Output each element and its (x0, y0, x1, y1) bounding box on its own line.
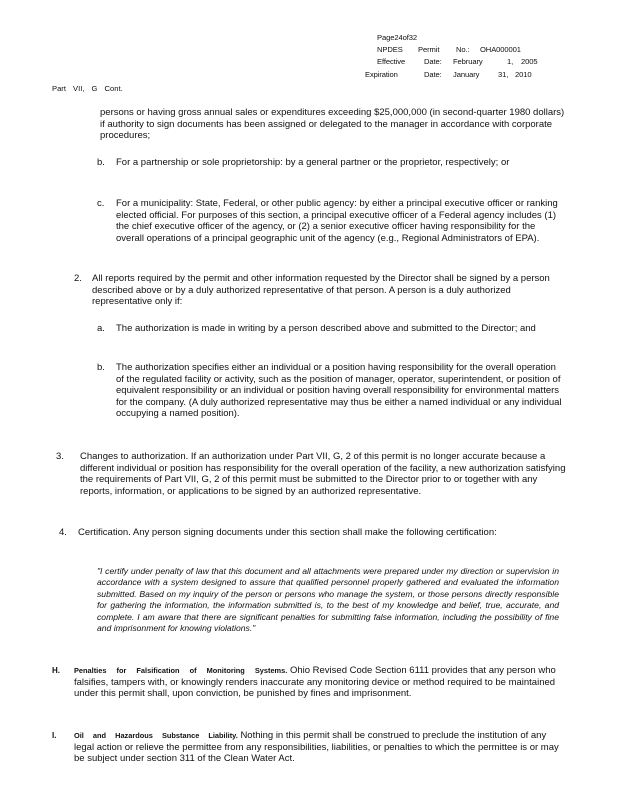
page-number: Page24of32 (377, 33, 417, 42)
item-c-text: For a municipality: State, Federal, or other public agency: by either a principal executive officer or ranking elected official. For purposes of this section, a principal executive officer of a Federal agency includes (1) the chief executive officer of the agency, or (2) a senior executive officer having responsibility for the overall operations of a principal geographic unit of the agency (e.g., Regional Administrators of EPA). (116, 198, 558, 244)
expiration-year: 2010 (515, 70, 532, 79)
effective-date-label: Date: (424, 57, 442, 66)
item-2-marker: 2. (74, 273, 82, 284)
part-label: Part VII, G Cont. (52, 84, 123, 93)
item-2a-text: The authorization is made in writing by a person described above and submitted to the Director; and (116, 323, 536, 334)
expiration-day: 31, (498, 70, 509, 79)
item-3-text: Changes to authorization. If an authorization under Part VII, G, 2 of this permit is no longer accurate because a different individual or position has responsibility for the overall operation of the facility, a new authorization satisfying the requirements of Part VII, G, 2 of this permit must be submitted to the Director prior to or together with any reports, information, or applications to be signed by an authorized representative. (80, 451, 566, 497)
section-i-paragraph (74, 730, 568, 765)
expiration-month: January (453, 70, 480, 79)
effective-day: 1, (507, 57, 514, 66)
effective-month: February (453, 57, 483, 66)
item-2b-marker: b. (97, 362, 105, 373)
item-b-text: For a partnership or sole proprietorship: by a general partner or the proprietor, respectively; or (116, 157, 510, 168)
item-2b-text: The authorization specifies either an individual or a position having responsibility for the overall operation of the regulated facility or activity, such as the position of manager, operator, superintendent, or position of equivalent responsibility or an individual or position having overall responsibility for environmental matters for the company. (A duly authorized representative may thus be either a named individual or any individual occupying a named position). (116, 362, 562, 420)
item-2a-marker: a. (97, 323, 105, 334)
permit-label: Permit (418, 45, 440, 54)
item-b-marker: b. (97, 157, 105, 168)
expiration-label: Expiration (365, 70, 398, 79)
item-4-text: Certification. Any person signing documents under this section shall make the following certification: (78, 527, 497, 538)
section-h-paragraph (74, 665, 568, 700)
permit-header (0, 0, 618, 80)
item-c-marker: c. (97, 198, 105, 209)
item-2-text: All reports required by the permit and other information requested by the Director shall be signed by a person described above or by a duly authorized representative of that person. A person is a duly authorized representative only if: (92, 273, 550, 308)
effective-year: 2005 (521, 57, 538, 66)
section-h-text: Ohio Revised Code Section 6111 provides that any person who falsifies, tampers with, or knowingly renders inaccurate any monitoring device or method required to be maintained under this permit shall, upon conviction, be punished by fines and imprisonment. (74, 665, 556, 700)
effective-label: Effective (377, 57, 406, 66)
continuation-paragraph: persons or having gross annual sales or expenditures exceeding $25,000,000 (in second-quarter 1980 dollars) if authority to sign documents has been assigned or delegated to the manager in accordance with corporate procedures; (100, 107, 565, 142)
expiration-date-label: Date: (424, 70, 442, 79)
permit-number: OHA000001 (480, 45, 521, 54)
section-i-title: Oil and Hazardous Substance Liability. (74, 731, 238, 740)
section-i-marker: I. (52, 731, 57, 740)
section-h-marker: H. (52, 666, 60, 675)
section-i-text: Nothing in this permit shall be construed to preclude the institution of any legal action or relieve the permittee from any responsibilities, liabilities, or penalties to which the permittee is or may be subject under section 311 of the Clean Water Act. (74, 730, 559, 765)
no-label: No.: (456, 45, 470, 54)
section-h-title: Penalties for Falsification of Monitoring Systems. (74, 666, 288, 675)
certification-quote: "I certify under penalty of law that this document and all attachments were prepared under my direction or supervision in accordance with a system designed to assure that qualified personnel properly gathered and evaluated the information submitted. Based on my inquiry of the person or persons who manage the system, or those persons directly responsible for gathering the information, the information submitted is, to the best of my knowledge and belief, true, accurate, and complete. I am aware that there are significant penalties for submitting false information, including the possibility of fine and imprisonment for knowing violations." (97, 566, 559, 634)
item-3-marker: 3. (56, 451, 64, 462)
item-4-marker: 4. (59, 527, 67, 538)
npdes-label: NPDES (377, 45, 403, 54)
